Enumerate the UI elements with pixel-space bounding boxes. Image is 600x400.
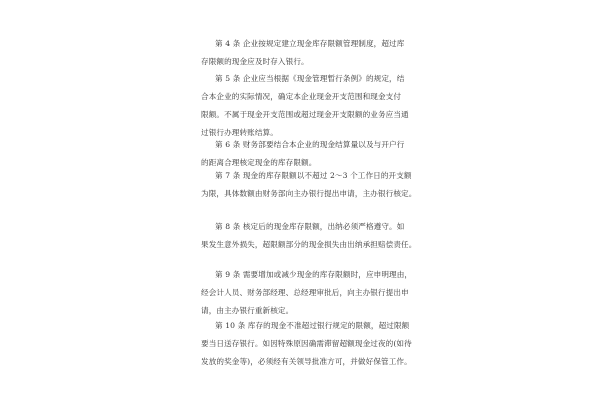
article-line: 第 6 条 财务部要结合本企业的现金结算量以及与开户行 [215,140,405,149]
article-line: 第 9 条 需要增加或减少现金的库存限额时，应申明理由， [215,270,413,279]
article-line: 经会计人员、财务部经理、总经理审批后，向主办银行提出申 [201,288,409,297]
article-8 [201,218,431,254]
article-line: 存限额的现金应及时存入银行。 [201,57,309,66]
article-line: 为限，具体数额由财务部向主办银行提出申请，主办银行核定。 [201,189,417,198]
article-line: 第 7 条 现金的库存限额以不超过 2～3 个工作日的开支额 [215,171,412,180]
article-line: 发放的奖金等)，必须经有关领导批准方可，并做好保管工作。 [201,357,412,366]
article-10 [201,317,431,371]
article-line: 第 8 条 核定后的现金库存限额，出纳必须严格遵守。如 [215,222,405,231]
article-7 [201,167,431,203]
article-line: 合本企业的实际情况，确定本企业现金开支范围和现金支付 [201,92,402,101]
article-line: 果发生意外损失，超限额部分的现金损失由出纳承担赔偿责任。 [201,240,417,249]
article-line: 第 4 条 企业按规定建立现金库存限额管理制度，超过库 [215,39,405,48]
article-9 [201,266,431,320]
article-line: 过银行办理转账结算。 [201,128,278,137]
article-line: 要当日送存银行。如因特殊原因确需滞留超额现金过夜的(如待 [201,339,412,348]
article-line: 请，由主办银行重新核定。 [201,306,294,315]
article-line: 第 10 条 库存的现金不准超过银行规定的限额，超过限额 [215,321,410,330]
article-line: 第 5 条 企业应当根据《现金管理暂行条例》的规定，结 [215,74,405,83]
article-line: 限额。不属于现金开支范围或超过现金开支限额的业务应当通 [201,110,409,119]
article-line: 的距离合理核定现金的库存限额。 [201,158,317,167]
article-5 [201,70,431,142]
article-4 [201,35,431,71]
